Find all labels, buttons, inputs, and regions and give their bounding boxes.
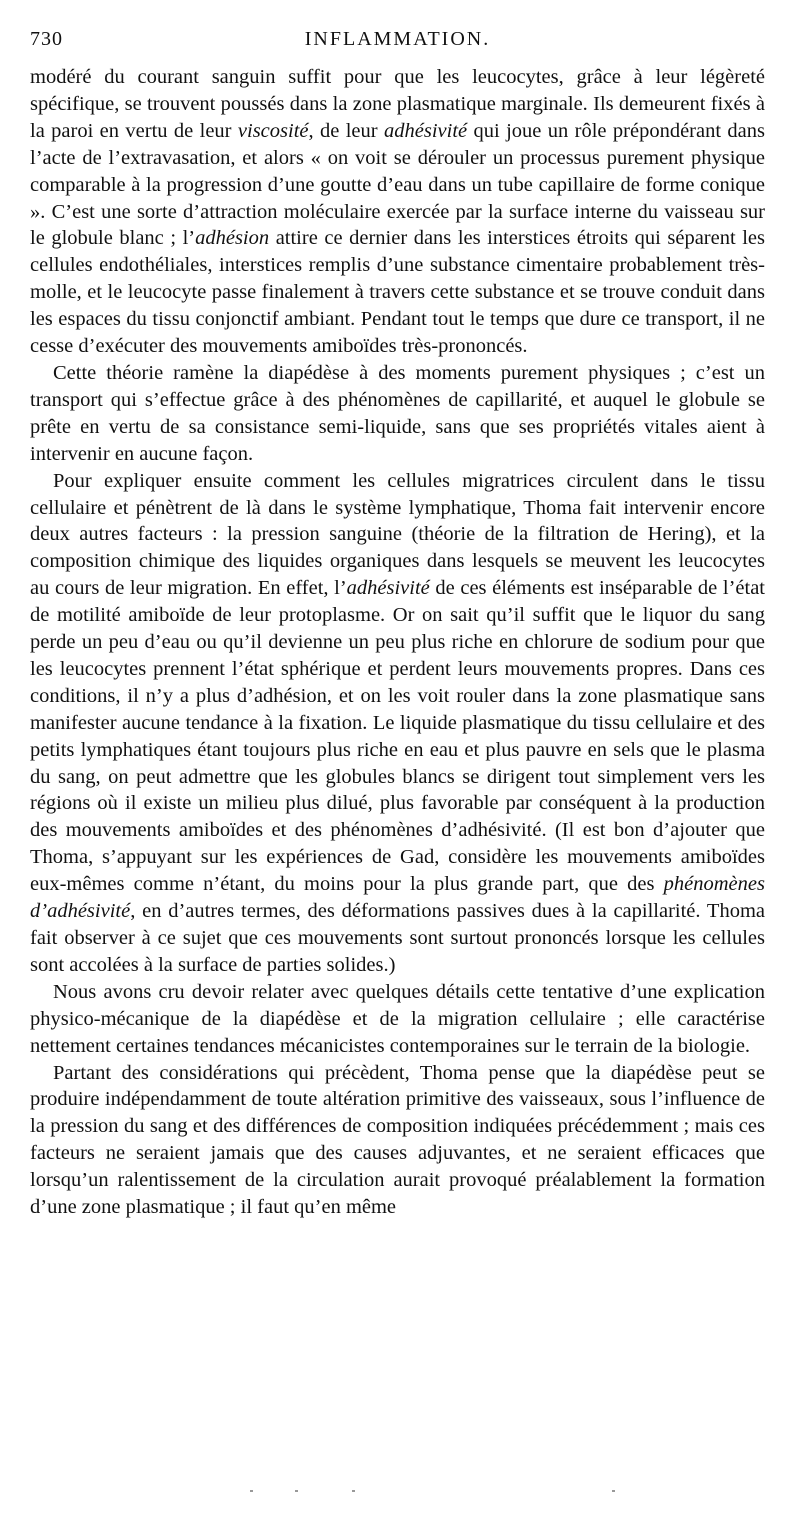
body-text [30, 64, 765, 1221]
text-run: Cette théorie ramène la diapédèse à des moments purement physiques ; c’est un transport qui s’effectue grâce à des phénomènes de capillarité, et auquel le globule se prête en vertu de sa consistance semi-liquide, sans que ses propriétés vitales aient à intervenir en aucune façon. [30, 361, 765, 465]
italic-term: adhésivité [384, 119, 468, 142]
text-run: modéré du courant sanguin suffit pour que les leucocytes, grâce à leur légèreté spécifique, se trouvent poussés dans la zone plasmatique marginale. Ils demeurent fixés à la paroi en vertu de leur [30, 66, 765, 142]
page-header [30, 28, 765, 58]
paragraph [30, 468, 765, 979]
bottom-page-marks [0, 1490, 800, 1500]
text-run: Partant des considérations qui précèdent, Thoma pense que la diapédèse peut se produire indépendamment de toute altération primitive des vaisseaux, sous l’influence de la pression du sang et des différences de composition indiquées précédemment ; mais ces facteurs ne seraient jamais que des causes adjuvantes, et ne seraient efficaces que lorsqu’un ralentissement de la circulation aurait provoqué préalablement la formation d’une zone plasmatique ; il faut qu’en même [30, 1061, 765, 1219]
italic-term: adhésivité [346, 577, 430, 600]
text-run: qui joue un rôle prépondérant dans l’acte de l’extravasation, et alors « on voit se dérouler un processus purement physique comparable à la progression d’une goutte d’eau dans un tube capillaire de forme conique ». C’est une sorte d’attraction moléculaire exercée par la surface interne du vaisseau sur le globule blanc ; l’ [30, 119, 765, 250]
text-run: Nous avons cru devoir relater avec quelques détails cette tentative d’une explication physico-mécanique de la diapédèse et de la migration cellulaire ; elle caractérise nettement certaines tendances mécanicistes contemporaines sur le terrain de la biologie. [30, 980, 765, 1057]
text-run: , de leur [308, 119, 384, 142]
text-run: attire ce dernier dans les interstices étroits qui séparent les cellules endothéliales, interstices remplis d’une substance cimentaire probablement très-molle, et le leucocyte passe finalement à travers cette substance et se trouve conduit dans les espaces du tissu conjonctif ambiant. Pendant tout le temps que dure ce transport, il ne cesse d’exécuter des mouvements amiboïdes très-prononcés. [30, 227, 765, 358]
paragraph [30, 1060, 765, 1221]
text-run: Pour expliquer ensuite comment les cellules migratrices circulent dans le tissu cellulaire et pénètrent de là dans le système lymphatique, Thoma fait intervenir encore deux autres facteurs : la pression sanguine (théorie de la filtration de Hering), et la composition chimique des liquides organiques dans lesquels se meuvent les leucocytes au cours de leur migration. En effet, l’ [30, 469, 765, 600]
italic-term: phénomènes d’adhésivité [30, 873, 765, 923]
paragraph [30, 64, 765, 360]
running-title: INFLAMMATION. [304, 28, 491, 50]
paragraph [30, 979, 765, 1060]
italic-term: viscosité [237, 119, 309, 142]
text-run: , en d’autres termes, des déformations passives dues à la capillarité. Thoma fait observer à ce sujet que ces mouvements sont surtout prononcés lorsque les cellules sont accolées à la surface de parties solides.) [30, 900, 765, 976]
book-page [30, 28, 765, 1221]
italic-term: adhésion [195, 227, 270, 250]
text-run: de ces éléments est inséparable de l’état de motilité amiboïde de leur protoplasme. Or on sait qu’il suffit que le liquor du sang perde un peu d’eau ou qu’il devienne un peu plus riche en chlorure de sodium pour que les leucocytes prennent l’état sphérique et perdent leurs mouvements propres. Dans ces conditions, il n’y a plus d’adhésion, et on les voit rouler dans la zone plasmatique sans manifester aucune tendance à la fixation. Le liquide plasmatique du tissu cellulaire et des petits lymphatiques étant toujours plus riche en eau et plus pauvre en sels que le plasma du sang, on peut admettre que les globules blancs se dirigent tout simplement vers les régions où il existe un milieu plus dilué, plus favorable par conséquent à la production des mouvements amiboïdes et des phénomènes d’adhésivité. (Il est bon d’ajouter que Thoma, s’appuyant sur les expériences de Gad, considère les mouvements amiboïdes eux-mêmes comme n’étant, du moins pour la plus grande part, que des [30, 577, 765, 896]
paragraph [30, 360, 765, 468]
page-number: 730 [30, 28, 63, 50]
